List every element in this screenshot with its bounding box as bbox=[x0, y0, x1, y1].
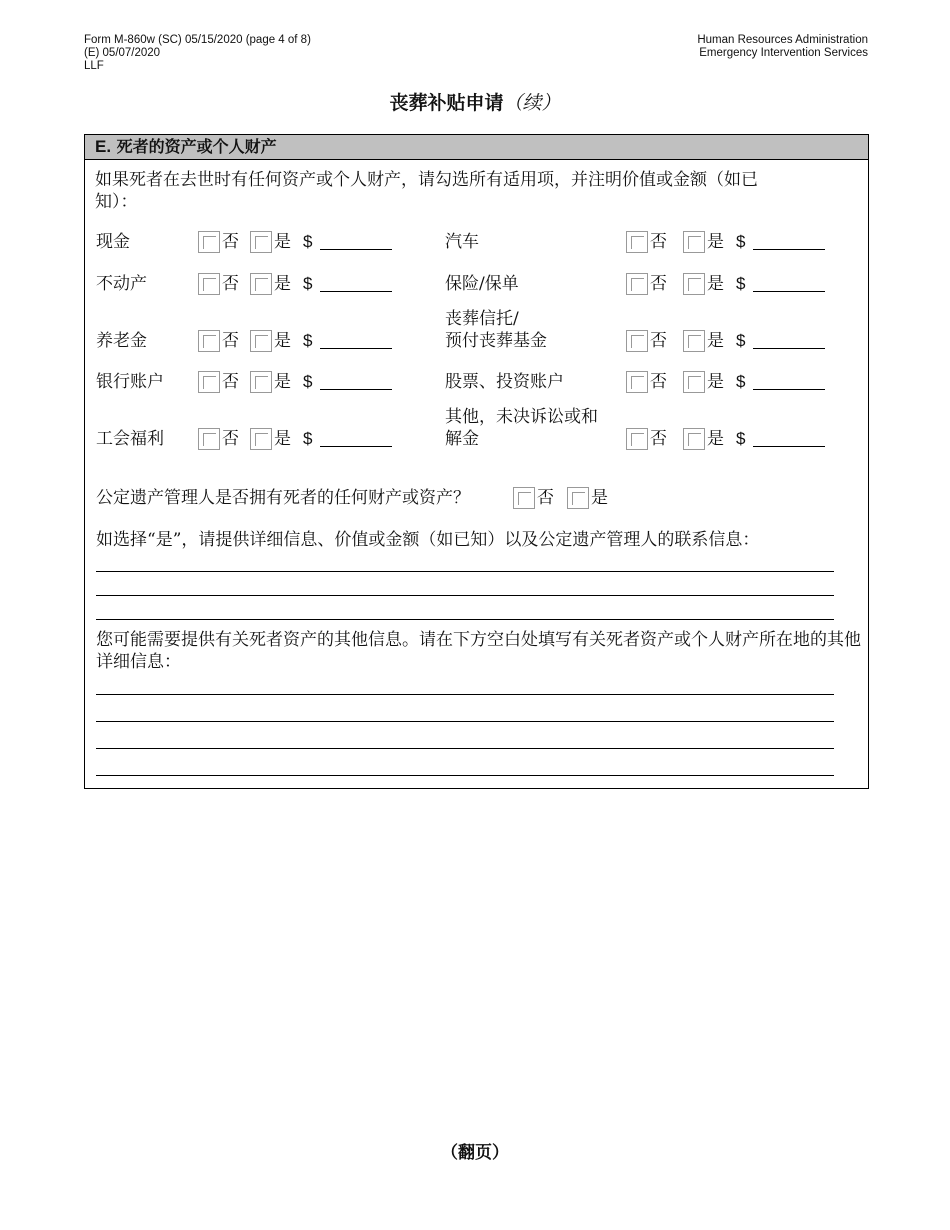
asset-label-left-0: 现金 bbox=[96, 232, 130, 252]
asset-no-label-left-2: 否 bbox=[222, 331, 239, 351]
administrator-details-line-1[interactable] bbox=[96, 571, 834, 572]
asset-no-checkbox-right-1[interactable] bbox=[626, 273, 648, 295]
section-e-panel bbox=[84, 134, 869, 789]
asset-yes-checkbox-right-2[interactable] bbox=[683, 330, 705, 352]
asset-yes-checkbox-left-1[interactable] bbox=[250, 273, 272, 295]
asset-label-left-2: 养老金 bbox=[96, 331, 147, 351]
asset-yes-checkbox-left-4[interactable] bbox=[250, 428, 272, 450]
asset-no-checkbox-right-3[interactable] bbox=[626, 371, 648, 393]
asset-no-label-left-4: 否 bbox=[222, 429, 239, 449]
asset-label-right-4: 其他，未决诉讼或和 解金 bbox=[445, 407, 598, 449]
asset-currency-right-2: $ bbox=[736, 331, 746, 350]
section-heading bbox=[85, 135, 868, 160]
asset-amount-field-left-0[interactable] bbox=[320, 249, 392, 250]
additional-info-line-4[interactable] bbox=[96, 775, 834, 776]
form-edition: (E) 05/07/2020 bbox=[84, 47, 161, 59]
page-title-continued: （续） bbox=[503, 92, 561, 114]
asset-yes-label-right-1: 是 bbox=[707, 274, 724, 294]
if-yes-prompt: 如选择“是”，请提供详细信息、价值或金额（如已知）以及公定遗产管理人的联系信息： bbox=[96, 530, 760, 550]
asset-amount-field-left-4[interactable] bbox=[320, 446, 392, 447]
asset-yes-checkbox-right-0[interactable] bbox=[683, 231, 705, 253]
section-intro: 如果死者在去世时有任何资产或个人财产，请勾选所有适用项，并注明价值或金额（如已知）： bbox=[95, 170, 758, 212]
asset-yes-checkbox-left-3[interactable] bbox=[250, 371, 272, 393]
division-name: Emergency Intervention Services bbox=[699, 47, 868, 59]
asset-no-checkbox-right-4[interactable] bbox=[626, 428, 648, 450]
section-letter: E. bbox=[95, 137, 112, 156]
asset-yes-checkbox-right-4[interactable] bbox=[683, 428, 705, 450]
page-title bbox=[0, 88, 950, 115]
asset-amount-field-right-2[interactable] bbox=[753, 348, 825, 349]
form-code: LLF bbox=[84, 60, 104, 72]
asset-no-checkbox-right-0[interactable] bbox=[626, 231, 648, 253]
asset-no-label-left-0: 否 bbox=[222, 232, 239, 252]
asset-no-label-right-2: 否 bbox=[650, 331, 667, 351]
asset-amount-field-left-2[interactable] bbox=[320, 348, 392, 349]
asset-no-label-right-0: 否 bbox=[650, 232, 667, 252]
asset-yes-label-left-0: 是 bbox=[274, 232, 291, 252]
asset-no-label-right-4: 否 bbox=[650, 429, 667, 449]
asset-yes-label-left-3: 是 bbox=[274, 372, 291, 392]
asset-no-checkbox-left-0[interactable] bbox=[198, 231, 220, 253]
asset-label-right-3: 股票、投资账户 bbox=[445, 372, 564, 392]
asset-currency-left-2: $ bbox=[303, 331, 313, 350]
administrator-no-label: 否 bbox=[537, 488, 554, 508]
asset-no-label-right-3: 否 bbox=[650, 372, 667, 392]
administrator-question: 公定遗产管理人是否拥有死者的任何财产或资产？ bbox=[96, 488, 470, 508]
administrator-yes-label: 是 bbox=[591, 488, 608, 508]
administrator-yes-checkbox[interactable] bbox=[567, 487, 589, 509]
asset-amount-field-left-1[interactable] bbox=[320, 291, 392, 292]
asset-yes-label-right-3: 是 bbox=[707, 372, 724, 392]
asset-no-label-right-1: 否 bbox=[650, 274, 667, 294]
agency-block bbox=[697, 34, 868, 60]
asset-no-checkbox-right-2[interactable] bbox=[626, 330, 648, 352]
administrator-details-line-2[interactable] bbox=[96, 595, 834, 596]
asset-currency-right-4: $ bbox=[736, 429, 746, 448]
asset-currency-left-4: $ bbox=[303, 429, 313, 448]
page-title-main: 丧葬补贴申请 bbox=[389, 92, 504, 114]
form-number: Form M-860w (SC) 05/15/2020 (page 4 of 8) bbox=[84, 34, 311, 46]
asset-currency-left-0: $ bbox=[303, 232, 313, 251]
agency-name: Human Resources Administration bbox=[697, 34, 868, 46]
asset-label-right-1: 保险/保单 bbox=[445, 274, 519, 294]
asset-yes-checkbox-left-2[interactable] bbox=[250, 330, 272, 352]
form-identifier bbox=[84, 34, 311, 73]
asset-label-right-2: 丧葬信托/ 预付丧葬基金 bbox=[445, 309, 547, 351]
asset-label-left-3: 银行账户 bbox=[96, 372, 164, 392]
administrator-details-line-3[interactable] bbox=[96, 619, 834, 620]
asset-currency-right-1: $ bbox=[736, 274, 746, 293]
asset-label-right-0: 汽车 bbox=[445, 232, 479, 252]
additional-info-prompt: 您可能需要提供有关死者资产的其他信息。请在下方空白处填写有关死者资产或个人财产所在地的其他详细信息： bbox=[96, 630, 861, 672]
asset-no-checkbox-left-1[interactable] bbox=[198, 273, 220, 295]
asset-yes-checkbox-right-1[interactable] bbox=[683, 273, 705, 295]
asset-currency-right-3: $ bbox=[736, 372, 746, 391]
asset-yes-checkbox-left-0[interactable] bbox=[250, 231, 272, 253]
asset-amount-field-right-0[interactable] bbox=[753, 249, 825, 250]
asset-no-label-left-3: 否 bbox=[222, 372, 239, 392]
asset-yes-checkbox-right-3[interactable] bbox=[683, 371, 705, 393]
asset-amount-field-right-4[interactable] bbox=[753, 446, 825, 447]
additional-info-line-3[interactable] bbox=[96, 748, 834, 749]
administrator-no-checkbox[interactable] bbox=[513, 487, 535, 509]
asset-label-left-1: 不动产 bbox=[96, 274, 147, 294]
asset-yes-label-left-1: 是 bbox=[274, 274, 291, 294]
asset-amount-field-right-3[interactable] bbox=[753, 389, 825, 390]
asset-currency-left-1: $ bbox=[303, 274, 313, 293]
section-title: 死者的资产或个人财产 bbox=[116, 137, 277, 156]
asset-yes-label-left-4: 是 bbox=[274, 429, 291, 449]
asset-yes-label-right-2: 是 bbox=[707, 331, 724, 351]
asset-no-label-left-1: 否 bbox=[222, 274, 239, 294]
asset-no-checkbox-left-2[interactable] bbox=[198, 330, 220, 352]
asset-currency-right-0: $ bbox=[736, 232, 746, 251]
asset-amount-field-right-1[interactable] bbox=[753, 291, 825, 292]
asset-yes-label-right-4: 是 bbox=[707, 429, 724, 449]
turn-page-note: （翻页） bbox=[441, 1143, 509, 1163]
asset-currency-left-3: $ bbox=[303, 372, 313, 391]
asset-no-checkbox-left-3[interactable] bbox=[198, 371, 220, 393]
asset-yes-label-right-0: 是 bbox=[707, 232, 724, 252]
asset-label-left-4: 工会福利 bbox=[96, 429, 164, 449]
asset-no-checkbox-left-4[interactable] bbox=[198, 428, 220, 450]
additional-info-line-2[interactable] bbox=[96, 721, 834, 722]
asset-yes-label-left-2: 是 bbox=[274, 331, 291, 351]
asset-amount-field-left-3[interactable] bbox=[320, 389, 392, 390]
additional-info-line-1[interactable] bbox=[96, 694, 834, 695]
